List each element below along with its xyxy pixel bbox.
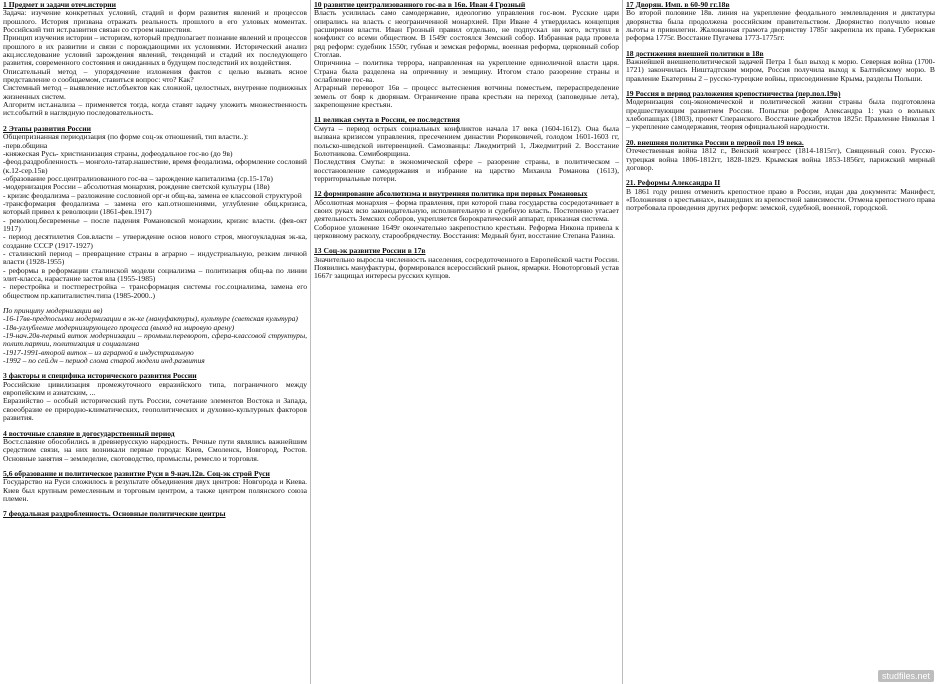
column-right	[623, 0, 938, 684]
paragraph: Государство на Руси сложилось в результате объединения двух центров: Новгорода и Киева. Киев был крупным ремесленным и торговым центром, а также центром полянского союза племен.	[3, 477, 307, 503]
section	[3, 372, 307, 422]
section-title: 1 Предмет и задачи отеч.истории	[3, 0, 117, 9]
paragraph: Важнейшей внешнеполитической задачей Петра 1 был выход к морю. Северная война (1700-1721) закончилась Ништадтским миром, Россия получила выход к Балтийскому морю. В правление Екатерины 2 – русско-турецкие войны, присоединение Крыма, разделы Польши.	[626, 57, 935, 83]
section-title: 19 Россия в период разложения крепостничества (пер.пол.19в)	[626, 89, 841, 99]
paragraph: Отечественная война 1812 г., Венский конгресс (1814-1815гг), Священный союз. Русско-турецкая война 1806-1812гг, 1828-1829. Крымская война 1853-1856гг, парижский мирный договор.	[626, 146, 935, 172]
section-title: 4 восточные славяне в догосударственный период	[3, 428, 175, 438]
section-title: 12 формирование абсолютизма и внутренняя политика при первых Романовых	[314, 189, 588, 199]
paragraph: - перестройка и постперестройка – трансформация системы гос.социализма, замена его обществом пр.капиталистич.типа (1985-2000..)	[3, 282, 307, 300]
paragraph: Евразийство – особый исторический путь России, сочетание элементов Востока и Запада, своеобразие ее природно-климатических, геополитических и духовно-культурных факторов развития.	[3, 396, 307, 423]
section-gap	[3, 519, 307, 526]
section	[626, 179, 935, 212]
section	[3, 307, 307, 365]
paragraph: - революц.бесвременье – после падения Романовской монархии, кризис власти. (фев-окт 1917)	[3, 215, 307, 233]
watermark: studfiles.net	[878, 670, 934, 682]
paragraph: -1917-1991-второй виток – из аграрной в индустриальную	[3, 347, 194, 357]
section	[3, 125, 307, 300]
paragraph: Соборное уложение 1649г окончательно закрепостило крестьян. Реформа Никона привела к церковному расколу, старообрядчеству. Восстания: Медный бунт, восстание Степана Разина.	[314, 222, 619, 240]
paragraph: - кризис феодализма – разложение сословной орг-и общ-ва, замена ее классовой структурой	[3, 190, 302, 200]
section	[3, 510, 307, 518]
paragraph: Опричнина – политика террора, направленная на укрепление единоличной власти царя. Страна была разделена на опричнину и земщину. Итогом стало разорение страны и ослабление гос-ва.	[314, 58, 619, 85]
section	[3, 430, 307, 463]
paragraph: По принципу модернизации вв)	[3, 306, 103, 316]
section	[626, 90, 935, 132]
paragraph: Описательный метод – упорядочение изложения фактов с целью вызвать ясное представление о сообщаемом, ставиться вопрос: что? Как?	[3, 66, 307, 85]
paragraph: -перв.община	[3, 140, 48, 150]
section	[626, 1, 935, 43]
section-title: 2 Этапы развития России	[3, 123, 91, 133]
paragraph: Аграрный переворот 16в – процесс вытеснения вотчины поместьем, перераспределение земель от бояр к дворянам. Ограничение права крестьян на переход (заповедные лета), закрепощение крестьян.	[314, 83, 619, 110]
paragraph: - период десятилетия Сов.власти – утверждение основ нового строя, многоукладная эк-ка, создание СССР (1917-1927)	[3, 232, 307, 250]
section	[626, 139, 935, 172]
paragraph: - реформы в реформации сталинской модели социализма – политизация общ-ва по линии элит-класса, нарастание застоя вла (1955-1985)	[3, 265, 307, 283]
paragraph: -княжеская Русь- христианизация страны, дофеодальное гос-во (до 9в)	[3, 148, 233, 158]
paragraph: -образование росс.централизованного гос-ва – зарождение капитализма (ср.15-17в)	[3, 173, 273, 183]
paragraph: Алгоритм ист.анализа – применяется тогда, когда ставят задачу уложить множественность ист.событий в наглядную последовательность.	[3, 100, 307, 118]
section	[314, 247, 619, 280]
section-gap	[626, 213, 935, 220]
paragraph: Принцип изучения истории – историзм, который предполагает познание явлений и процессов прошлого в их развитии и связи с порождающими их условиями. Исторический анализ акц.исследование условий зарождения явлений, тенденций и стадий их последующего развития, современного состояния и ожиданных в будущем последствий их воздействия.	[3, 33, 307, 68]
section-title: 3 факторы и специфика исторического развития России	[3, 371, 197, 381]
section-title: 13 Соц-эк развитие России в 17в	[314, 246, 426, 256]
paragraph: Модернизация соц-экономической и политической жизни страны была подготовлена предшествующим развитием России. Попытки реформ Александра 1: указ о вольных хлебопашцах (1803), проект Сперанского. Восстание декабристов 1825г. Правление Николая 1 – укрепление самодержавия, теория официальной народности.	[626, 97, 935, 132]
paragraph: Вост.славяне обособились в древнерусскую народность. Речные пути являлись важнейшим средством связи, на них возникали первые города: Киев, Смоленск, Новгород, Ростов. Основные занятия – земледелие, скотоводство, промыслы, ремесло и торговля.	[3, 436, 307, 463]
paragraph: Российские цивилизация промежуточного евразийского типа, пограничного между европейским и азиатским, ...	[3, 379, 307, 398]
paragraph: Значительно выросла численность населения, сосредоточенного в Европейской части России. Появились мануфактуры, формировался всероссийский рынок, ярмарки. Новоторговый устав 1667г защищал интересы русских купцов.	[314, 254, 619, 281]
section-title: 18 достижения внешней политики в 18в	[626, 48, 764, 58]
paragraph: -модернизация России – абсолютная монархия, рождение светской культуры (18в)	[3, 182, 270, 192]
paragraph: Власть усилилась само самодержавие, идеологию управления гос-вом. Русские цари опирались на власть с неограниченной монархией. При Иване 4 утвердилась концепция расширения власти. Иван Грозный правил отдельно, не подпускал ни кого, вступил в конфликт со всеми обществом. В 1549г состоялся Земский собор. Избранная рада провела ряд реформ: судебник 1550г, губная и земская реформы, военная реформа, церковный собор Стоглав.	[314, 8, 619, 60]
section	[314, 190, 619, 240]
section	[626, 50, 935, 83]
section-title: 17 Дворян. Имп. в 60-90 гг.18в	[626, 0, 730, 9]
section	[314, 1, 619, 109]
paragraph: Во второй половине 18в. линия на укрепление феодального землевладения и диктатуры дворянства была продолжена российским правительством. Дворянство получило новые льготы и привилегии. Жалованная грамота дворянству 1785г закрепила их права. Губернская реформа 1775г. Восстание Пугачева 1773-1775гг.	[626, 8, 935, 43]
section	[314, 116, 619, 183]
column-left	[0, 0, 311, 684]
paragraph: -феод.раздробленность – монголо-татар.нашествие, время феодализма, оформление сословий (к.12-сер.15в)	[3, 157, 307, 175]
section-gap	[314, 281, 619, 288]
section	[3, 1, 307, 118]
paragraph: Общепризнанная периодизация (по форме соц-эк отношений, тип власти..):	[3, 132, 249, 142]
paragraph: Последствия Смуты: в экономической сфере – разорение страны, в политическом – восстановление самодержавия и избрание на царство Михаила Романова (1613), территориальные потери.	[314, 157, 619, 183]
paragraph: -трансформация феодализма – замена его кап.отношениями, углубление общ.кризиса, который привел к революции (1861-фев.1917)	[3, 198, 307, 217]
paragraph: -19-нач.20в-первый виток модернизации – промыш.переворот, сфера-классовой структуры, полит.партии, политизация и социализма	[3, 331, 307, 349]
section-title: 5,6 образование и политическое развитие Руси в 9-нач.12в. Соц-эк строй Руси	[3, 468, 270, 478]
paragraph: -1992 – по сей.дн – период слома старой модели инд.развития	[3, 356, 205, 366]
paragraph: -16-17вв-предпосылки модернизации в эк-ке (мануфактуры), культуре (светская культура)	[3, 314, 298, 324]
section-title: 20. внешняя политика России в первой пол 19 века.	[626, 137, 804, 147]
paragraph: - сталинский период – превращение страны в аграрно – индустриальную, резким личной власти (1928-1955)	[3, 248, 307, 267]
section-title: 11 великая смута в России, ее последствия	[314, 115, 460, 125]
section-title: 10 развитие централизованного гос-ва в 16в. Иван 4 Грозный	[314, 0, 526, 9]
column-middle	[311, 0, 623, 684]
section	[3, 470, 307, 503]
paragraph: -18в-углубление модернизирующего процесса (выход на мировую арену)	[3, 322, 235, 332]
paragraph: Системный метод – выявление ист.объектов как сложной, целостных, внутренне подвижных жизненных систем.	[3, 83, 307, 101]
section-title: 7 феодальная раздробленность. Основные политические центры	[3, 509, 226, 519]
paragraph: Смута – период острых социальных конфликтов начала 17 века (1604-1612). Она была вызвана кризисом управления, пресечением династии Рюриковичей, голодом 1601-1603 гг, польско-шведской интервенцией. Самозванцы: Лжедмитрий 1, Лжедмитрий 2. Восстание Болотникова. Семибоярщина.	[314, 123, 619, 158]
section-title: 21. Реформы Александра II	[626, 178, 721, 188]
paragraph: Задача: изучение конкретных условий, стадий и форм развития явлений и процессов прошлого. История призвана отражать реальность прошлого в его узловых моментах. Российский тип ист.развития связан со строем нашествия.	[3, 8, 307, 35]
paragraph: Абсолютная монархия – форма правления, при которой глава государства сосредотачивает в своих руках всю законодательную, исполнительную и судебную власть. Постепенно угасает деятельность Земских соборов, укрепляется бюрократический аппарат, приказная система.	[314, 197, 619, 224]
paragraph: В 1861 году решен отменить крепостное право в России, издан два документа: Манифест, «Положения о крестьянах», вышедших из крепостной зависимости. Отмена крепостного права потребовала проведения других реформ: земской, судебной, военной, городской.	[626, 186, 935, 213]
